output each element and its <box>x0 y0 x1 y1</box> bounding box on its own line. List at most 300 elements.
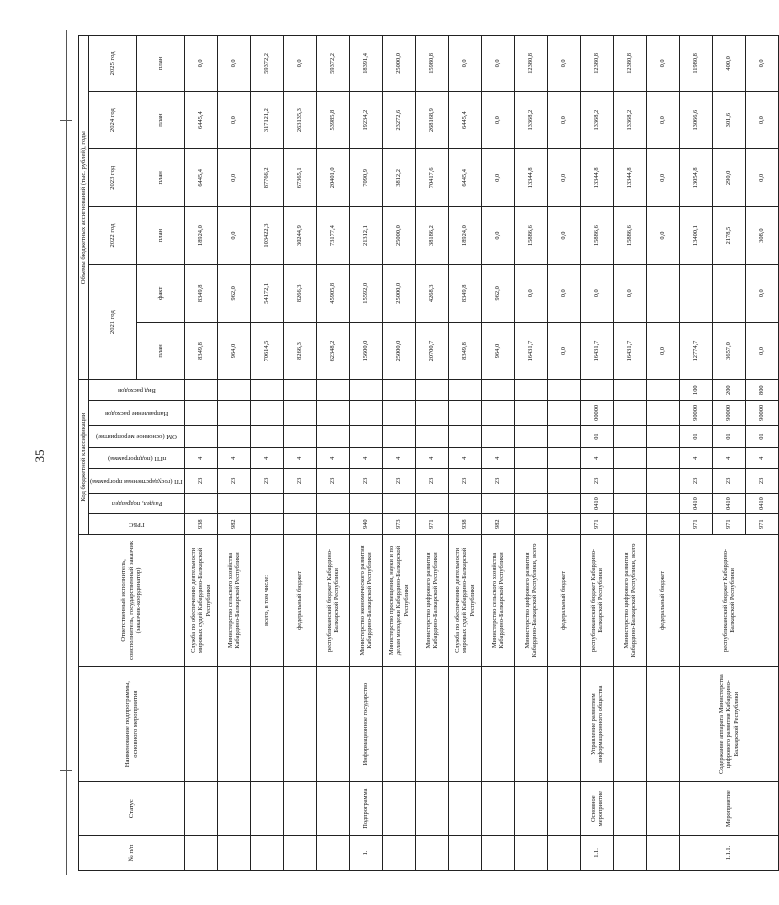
code-vr <box>284 380 317 401</box>
row-number <box>515 835 548 870</box>
code-dir <box>350 401 383 426</box>
code-pgp: 4 <box>251 448 284 469</box>
code-pgp: 4 <box>680 448 713 469</box>
header-year-2023: 2023 год <box>89 149 137 207</box>
budget-value: 15886,6 <box>614 207 647 265</box>
code-pgp: 4 <box>482 448 515 469</box>
code-pgp: 4 <box>581 448 614 469</box>
row-status <box>548 782 581 836</box>
code-gp: 23 <box>218 469 251 494</box>
budget-value: 0,0 <box>746 264 779 322</box>
header-year-2024: 2024 год <box>89 91 137 149</box>
row-name <box>614 666 647 781</box>
budget-value: 12380,8 <box>614 36 647 92</box>
table-row <box>185 36 218 871</box>
code-om: 01 <box>713 425 746 448</box>
code-gp: 23 <box>383 469 416 494</box>
budget-value: 15592,0 <box>350 264 383 322</box>
budget-value: 7090,9 <box>350 149 383 207</box>
budget-value: 0,0 <box>218 149 251 207</box>
budget-value: 8349,8 <box>449 322 482 380</box>
code-om <box>251 425 284 448</box>
budget-value: 317121,2 <box>251 91 284 149</box>
budget-value: 13344,8 <box>515 149 548 207</box>
budget-value: 70417,6 <box>416 149 449 207</box>
budget-value: 15886,6 <box>581 207 614 265</box>
code-grbs: 971 <box>746 514 779 535</box>
budget-value: 0,0 <box>284 36 317 92</box>
code-dir <box>548 401 581 426</box>
budget-value: 400,0 <box>713 36 746 92</box>
budget-value: 70614,5 <box>251 322 284 380</box>
code-rzpr <box>482 493 515 514</box>
budget-value: 4268,3 <box>416 264 449 322</box>
budget-value: 0,0 <box>548 36 581 92</box>
header-pgp: пГП (подпрограмма) <box>89 448 185 469</box>
row-status: Подпрограмма <box>350 782 383 836</box>
code-dir <box>185 401 218 426</box>
header-plan: план <box>137 91 185 149</box>
row-status: Основное мероприятие <box>581 782 614 836</box>
code-pgp: 4 <box>317 448 350 469</box>
code-vr <box>581 380 614 401</box>
budget-value: 0,0 <box>548 149 581 207</box>
code-om <box>416 425 449 448</box>
header-num: № п/п <box>79 835 185 870</box>
code-dir <box>449 401 482 426</box>
code-dir <box>218 401 251 426</box>
header-budget-code: Код бюджетной классификации <box>79 380 89 535</box>
budget-value: 25000,0 <box>383 36 416 92</box>
row-executor: республиканский бюджет Кабардино-Балкарской Республики <box>317 534 350 666</box>
code-om <box>218 425 251 448</box>
row-number <box>317 835 350 870</box>
row-number <box>416 835 449 870</box>
code-grbs <box>317 514 350 535</box>
budget-value: 0,0 <box>581 264 614 322</box>
row-number <box>284 835 317 870</box>
budget-value: 6445,4 <box>449 149 482 207</box>
budget-value: 3812,2 <box>383 149 416 207</box>
row-executor: Служба по обеспечению деятельности мировых судей Кабардино-Балкарской Республики <box>449 534 482 666</box>
table-row <box>614 36 647 871</box>
budget-table <box>78 35 779 871</box>
budget-value: 18391,4 <box>350 36 383 92</box>
code-gp <box>548 469 581 494</box>
row-status <box>383 782 416 836</box>
budget-value: 0,0 <box>746 149 779 207</box>
code-grbs <box>614 514 647 535</box>
budget-value: 0,0 <box>548 91 581 149</box>
table-row <box>317 36 350 871</box>
code-rzpr: 0410 <box>581 493 614 514</box>
code-dir <box>482 401 515 426</box>
code-pgp <box>515 448 548 469</box>
code-dir <box>383 401 416 426</box>
code-om <box>185 425 218 448</box>
binding-rule <box>66 30 67 875</box>
budget-value: 0,0 <box>746 36 779 92</box>
budget-value: 20401,0 <box>317 149 350 207</box>
budget-value: 38186,2 <box>416 207 449 265</box>
budget-value: 964,0 <box>482 322 515 380</box>
budget-value: 23272,6 <box>383 91 416 149</box>
code-vr <box>185 380 218 401</box>
code-gp <box>515 469 548 494</box>
code-pgp: 4 <box>416 448 449 469</box>
budget-value: 13368,2 <box>581 91 614 149</box>
code-om <box>284 425 317 448</box>
code-grbs <box>548 514 581 535</box>
row-name <box>548 666 581 781</box>
code-dir: 90000 <box>746 401 779 426</box>
code-grbs: 940 <box>350 514 383 535</box>
row-executor: федеральный бюджет <box>647 534 680 666</box>
code-om: 01 <box>581 425 614 448</box>
table-row <box>383 36 416 871</box>
row-number <box>548 835 581 870</box>
row-name: Информационное государство <box>350 666 383 781</box>
code-grbs: 973 <box>383 514 416 535</box>
row-executor: Министерство цифрового развития Кабардино-Балкарской Республики, всего <box>614 534 647 666</box>
header-om: ОМ (основное мероприятие) <box>89 425 185 448</box>
header-plan: план <box>137 322 185 380</box>
code-vr <box>251 380 284 401</box>
budget-value <box>680 264 713 322</box>
budget-value: 0,0 <box>746 322 779 380</box>
code-pgp: 4 <box>449 448 482 469</box>
budget-value: 0,0 <box>746 91 779 149</box>
header-year-2021: 2021 год <box>89 264 137 379</box>
row-number <box>482 835 515 870</box>
budget-value: 0,0 <box>548 322 581 380</box>
code-gp: 23 <box>284 469 317 494</box>
code-vr <box>515 380 548 401</box>
budget-value: 290,0 <box>713 149 746 207</box>
row-name <box>383 666 416 781</box>
code-om <box>383 425 416 448</box>
row-number <box>218 835 251 870</box>
budget-value: 0,0 <box>218 91 251 149</box>
code-om <box>350 425 383 448</box>
code-vr: 800 <box>746 380 779 401</box>
budget-value: 0,0 <box>647 207 680 265</box>
budget-value: 8349,8 <box>185 264 218 322</box>
row-number <box>647 835 680 870</box>
code-vr: 200 <box>713 380 746 401</box>
code-grbs: 938 <box>185 514 218 535</box>
budget-value <box>713 264 746 322</box>
budget-value: 13368,2 <box>515 91 548 149</box>
budget-value: 30244,9 <box>284 207 317 265</box>
row-executor: Министерство цифрового развития Кабардино-Балкарской Республики <box>416 534 449 666</box>
table-row <box>515 36 548 871</box>
code-vr <box>317 380 350 401</box>
code-rzpr <box>548 493 581 514</box>
code-rzpr <box>317 493 350 514</box>
budget-value: 0,0 <box>218 207 251 265</box>
budget-value: 2178,5 <box>713 207 746 265</box>
code-grbs <box>284 514 317 535</box>
code-gp: 23 <box>449 469 482 494</box>
budget-value: 13344,8 <box>581 149 614 207</box>
budget-value: 0,0 <box>647 91 680 149</box>
code-grbs: 982 <box>482 514 515 535</box>
row-executor: федеральный бюджет <box>548 534 581 666</box>
budget-value: 0,0 <box>614 264 647 322</box>
header-name: Наименование подпрограммы, основного мероприятия <box>79 666 185 781</box>
page-number: 35 <box>32 449 47 463</box>
code-gp: 23 <box>482 469 515 494</box>
header-direction: Направление расходов <box>89 401 185 426</box>
code-vr <box>482 380 515 401</box>
budget-value: 0,0 <box>218 36 251 92</box>
code-om: 01 <box>680 425 713 448</box>
code-pgp: 4 <box>713 448 746 469</box>
code-vr <box>647 380 680 401</box>
header-year-2025: 2025 год <box>89 36 137 92</box>
budget-value: 12774,7 <box>680 322 713 380</box>
code-pgp <box>548 448 581 469</box>
row-status <box>317 782 350 836</box>
code-rzpr: 0410 <box>746 493 779 514</box>
code-grbs <box>251 514 284 535</box>
budget-value: 0,0 <box>647 149 680 207</box>
row-executor: всего, в том числе: <box>251 534 284 666</box>
code-gp: 23 <box>350 469 383 494</box>
code-pgp: 4 <box>383 448 416 469</box>
row-name: Управление развитием информационного общества <box>581 666 614 781</box>
code-dir: 90000 <box>713 401 746 426</box>
header-plan: план <box>137 149 185 207</box>
row-status <box>449 782 482 836</box>
code-gp: 23 <box>713 469 746 494</box>
code-gp <box>614 469 647 494</box>
code-rzpr: 0410 <box>713 493 746 514</box>
code-vr <box>383 380 416 401</box>
code-gp: 23 <box>251 469 284 494</box>
code-om <box>317 425 350 448</box>
code-vr <box>350 380 383 401</box>
row-executor: Служба по обеспечению деятельности мировых судей Кабардино-Балкарской Республики <box>185 534 218 666</box>
budget-value: 13344,8 <box>614 149 647 207</box>
row-number <box>251 835 284 870</box>
code-gp: 23 <box>746 469 779 494</box>
row-status: Мероприятие <box>680 782 779 836</box>
budget-value: 8349,8 <box>185 322 218 380</box>
code-om <box>647 425 680 448</box>
rotated-table-wrapper <box>78 35 766 871</box>
row-status <box>185 782 218 836</box>
code-rzpr: 0410 <box>680 493 713 514</box>
row-name <box>449 666 482 781</box>
code-rzpr <box>185 493 218 514</box>
code-rzpr <box>383 493 416 514</box>
row-executor: Министерство сельского хозяйства Кабардино-Балкарской Республики <box>218 534 251 666</box>
code-dir <box>284 401 317 426</box>
code-pgp <box>614 448 647 469</box>
budget-value: 0,0 <box>482 36 515 92</box>
code-grbs <box>647 514 680 535</box>
code-grbs: 938 <box>449 514 482 535</box>
code-rzpr <box>251 493 284 514</box>
budget-value: 0,0 <box>515 264 548 322</box>
budget-value: 13054,8 <box>680 149 713 207</box>
code-grbs: 982 <box>218 514 251 535</box>
budget-value: 6445,4 <box>449 91 482 149</box>
code-vr: 100 <box>680 380 713 401</box>
budget-value: 16431,7 <box>614 322 647 380</box>
budget-value: 15600,0 <box>350 322 383 380</box>
code-pgp: 4 <box>185 448 218 469</box>
table-row <box>251 36 284 871</box>
code-rzpr <box>416 493 449 514</box>
code-rzpr <box>284 493 317 514</box>
row-status <box>251 782 284 836</box>
row-status <box>284 782 317 836</box>
budget-value: 25000,0 <box>383 264 416 322</box>
budget-value: 18924,0 <box>185 207 218 265</box>
code-dir <box>416 401 449 426</box>
code-dir <box>251 401 284 426</box>
header-rzpr: Раздел, подраздел <box>89 493 185 514</box>
budget-value: 0,0 <box>548 207 581 265</box>
header-volumes: Объемы бюджетных ассигнований (тыс. рублей), годы <box>79 36 89 380</box>
table-row <box>482 36 515 871</box>
table-row <box>548 36 581 871</box>
budget-value: 0,0 <box>482 207 515 265</box>
code-grbs <box>515 514 548 535</box>
budget-value: 8266,3 <box>284 264 317 322</box>
budget-value: 20700,7 <box>416 322 449 380</box>
row-status <box>614 782 647 836</box>
code-dir <box>515 401 548 426</box>
code-vr <box>218 380 251 401</box>
budget-value: 19234,2 <box>350 91 383 149</box>
budget-value: 12380,8 <box>515 36 548 92</box>
code-rzpr <box>614 493 647 514</box>
table-row <box>284 36 317 871</box>
code-gp: 23 <box>185 469 218 494</box>
row-executor: федеральный бюджет <box>284 534 317 666</box>
budget-value: 62348,2 <box>317 322 350 380</box>
code-dir <box>317 401 350 426</box>
code-grbs: 971 <box>680 514 713 535</box>
budget-value: 67365,1 <box>284 149 317 207</box>
row-name: Содержание аппарата Министерства цифрового развития Кабардино-Балкарской Республики <box>680 666 779 781</box>
code-pgp: 4 <box>284 448 317 469</box>
code-vr <box>416 380 449 401</box>
binding-mark <box>60 770 72 771</box>
budget-value: 0,0 <box>647 36 680 92</box>
binding-mark <box>60 120 72 121</box>
table-row <box>581 36 614 871</box>
code-vr <box>614 380 647 401</box>
row-executor: Министерство цифрового развития Кабардино-Балкарской Республики, всего <box>515 534 548 666</box>
header-fact: факт <box>137 264 185 322</box>
code-pgp: 4 <box>746 448 779 469</box>
code-om <box>614 425 647 448</box>
budget-value: 12380,8 <box>581 36 614 92</box>
row-number <box>614 835 647 870</box>
code-gp: 23 <box>416 469 449 494</box>
row-name <box>482 666 515 781</box>
row-name <box>185 666 218 781</box>
code-om <box>515 425 548 448</box>
budget-value: 15980,8 <box>416 36 449 92</box>
row-name <box>218 666 251 781</box>
budget-value: 6445,4 <box>185 149 218 207</box>
budget-value: 6445,4 <box>185 91 218 149</box>
row-number <box>383 835 416 870</box>
header-grbs: ГРБС <box>89 514 185 535</box>
budget-value: 964,0 <box>218 322 251 380</box>
header-status: Статус <box>79 782 185 836</box>
header-plan: план <box>137 36 185 92</box>
row-status <box>515 782 548 836</box>
row-status <box>416 782 449 836</box>
budget-value: 73177,4 <box>317 207 350 265</box>
code-rzpr <box>350 493 383 514</box>
code-rzpr <box>647 493 680 514</box>
row-executor: республиканский бюджет Кабардино-Балкарской Республики <box>680 534 779 666</box>
budget-value: 25000,0 <box>383 322 416 380</box>
code-grbs: 971 <box>416 514 449 535</box>
budget-value: 13400,1 <box>680 207 713 265</box>
code-rzpr <box>449 493 482 514</box>
row-name <box>515 666 548 781</box>
table-body <box>185 36 779 871</box>
budget-value: 59372,2 <box>317 36 350 92</box>
row-executor: Министерство экономического развития Кабардино-Балкарской Республики <box>350 534 383 666</box>
budget-value: 8266,3 <box>284 322 317 380</box>
header-executor: Ответственный исполнитель, соисполнитель, государственный заказчик (заказчик-координатор) <box>79 534 185 666</box>
row-status <box>647 782 680 836</box>
budget-value: 11980,8 <box>680 36 713 92</box>
budget-value: 21312,1 <box>350 207 383 265</box>
budget-value: 45905,8 <box>317 264 350 322</box>
row-number <box>449 835 482 870</box>
code-grbs: 971 <box>713 514 746 535</box>
budget-value: 87766,2 <box>251 149 284 207</box>
budget-value: 268168,9 <box>416 91 449 149</box>
code-om: 01 <box>746 425 779 448</box>
budget-value: 308,0 <box>746 207 779 265</box>
budget-value: 53985,8 <box>317 91 350 149</box>
budget-value: 59372,2 <box>251 36 284 92</box>
budget-value: 103422,3 <box>251 207 284 265</box>
code-dir <box>614 401 647 426</box>
code-pgp <box>647 448 680 469</box>
budget-value: 0,0 <box>482 91 515 149</box>
budget-value: 962,0 <box>218 264 251 322</box>
budget-value: 15886,6 <box>515 207 548 265</box>
table-row <box>218 36 251 871</box>
budget-value <box>647 264 680 322</box>
header-year-2022: 2022 год <box>89 207 137 265</box>
code-om <box>548 425 581 448</box>
budget-value: 13368,2 <box>614 91 647 149</box>
code-pgp: 4 <box>218 448 251 469</box>
code-vr <box>449 380 482 401</box>
budget-value: 18924,0 <box>449 207 482 265</box>
budget-value: 0,0 <box>548 264 581 322</box>
header-vr: Вид расходов <box>89 380 185 401</box>
budget-value: 962,0 <box>482 264 515 322</box>
budget-value: 301,6 <box>713 91 746 149</box>
code-gp: 23 <box>680 469 713 494</box>
code-dir: 00000 <box>581 401 614 426</box>
